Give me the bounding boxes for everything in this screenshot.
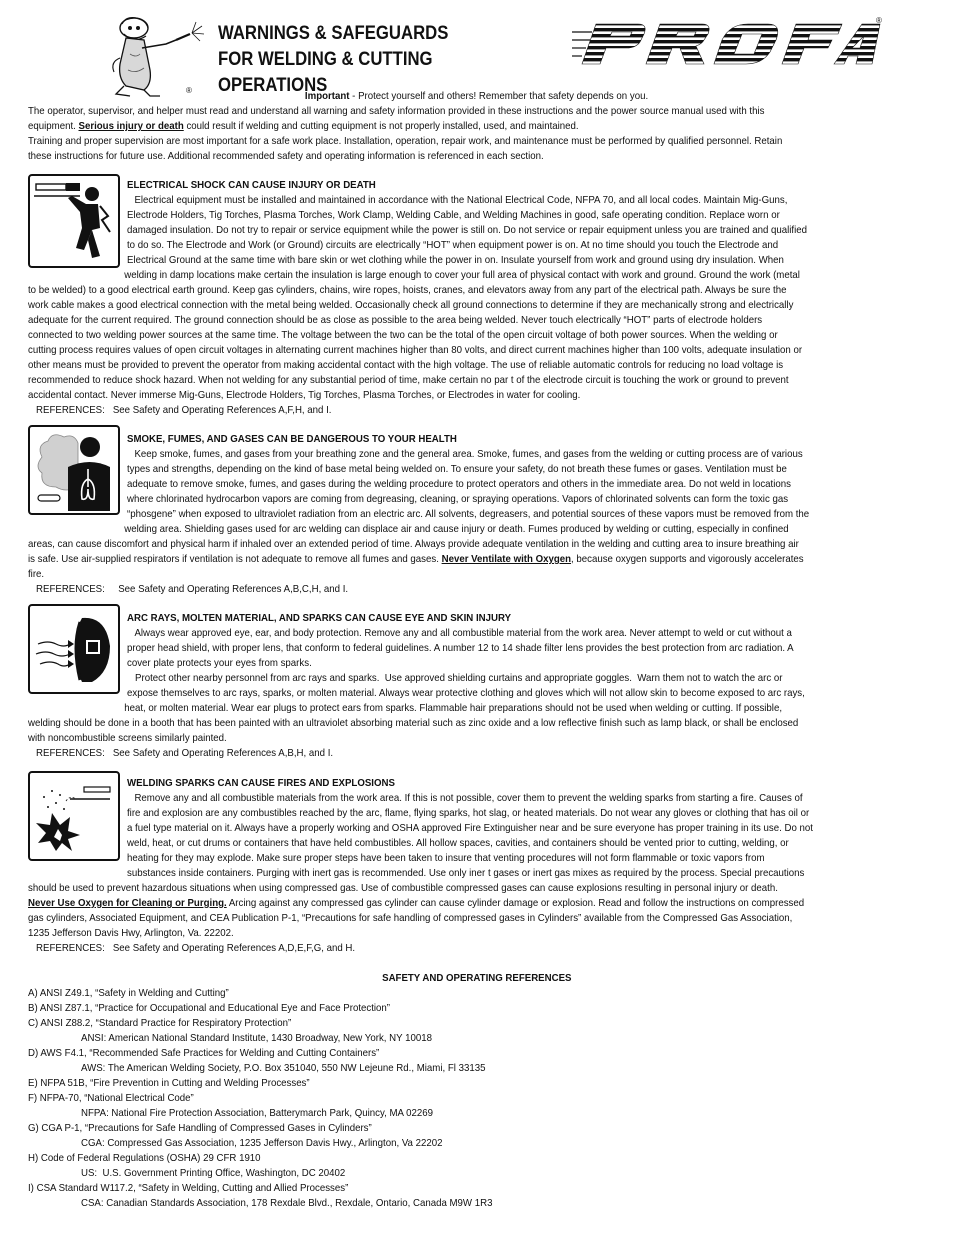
reference-item: E) NFPA 51B, “Fire Prevention in Cutting and Welding Processes” xyxy=(28,1078,310,1089)
electrical-shock-icon xyxy=(28,174,120,268)
body-line: fire and explosion are any combustibles reached by the arc, flame, flying sparks, hot slag, or heated materials. Do not wear any gloves or clothing that has oil or xyxy=(127,808,810,819)
important-text: - Protect yourself and others! Remember that safety depends on you. xyxy=(349,91,649,102)
section-heading-electrical: ELECTRICAL SHOCK CAN CAUSE INJURY OR DEATH xyxy=(127,180,376,191)
body-line: Keep smoke, fumes, and gases from your breathing zone and the general area. Smoke, fumes, and gases from the welding or cutting process are of various xyxy=(134,449,803,460)
mascot-registered-mark: ® xyxy=(186,86,192,95)
body-line: to be welded) to a good electrical earth ground. Keep gas cylinders, chains, wire ropes, hoists, cranes, and elevators away from any part of the electrical path. Always be sure the xyxy=(28,285,787,296)
reference-organization: CSA: Canadian Standards Association, 178 Rexdale Blvd., Rexdale, Ontario, Canada M9W 1R3 xyxy=(81,1198,493,1209)
body-line: Never Use Oxygen for Cleaning or Purging. Arcing against any compressed gas cylinder can cause cylinder damage or explosion. Read and follow the instructions on compressed xyxy=(28,898,805,909)
references-title: SAFETY AND OPERATING REFERENCES xyxy=(382,973,572,984)
logo-registered-mark: ® xyxy=(876,16,882,25)
intro-paragraph xyxy=(28,104,913,164)
body-line: welding area. Shielding gases used for arc welding can displace air and cause injury or death. Fumes produced by welding or cutting, especially in confined xyxy=(124,524,789,535)
body-line: substances inside containers. Purging with inert gas is recommended. Use only iner t gases or inert gas mixes as required by the process. Special precautions xyxy=(127,868,805,879)
reference-organization: ANSI: American National Standard Institute, 1430 Broadway, New York, NY 10018 xyxy=(81,1033,432,1044)
body-line: accidental contact. Never immerse Mig-Guns, Electrode Holders, Tig Torches, Plasma Torches, or Electrodes in water for cooling. xyxy=(28,390,581,401)
serious-injury-emphasis: Serious injury or death xyxy=(78,121,184,132)
section-body-fumes-full xyxy=(28,537,865,597)
body-line: damaged insulation. Do not try to repair or service equipment while the power is still on. Do not service or repair equipment unless you are trained and qualified xyxy=(127,225,808,236)
body-line: should be used to prevent hazardous situations when using compressed gas. Use of combustible compressed gases can cause explosions resulting in personal injury or death. xyxy=(28,883,778,894)
fire-explosion-icon xyxy=(28,771,120,861)
body-line: with noncombustible screens similarly painted. xyxy=(28,733,227,744)
body-line: welding should be done in a booth that has been painted with an ultraviolet absorbing material such as zinc oxide and a low reflective finish such as lamp black, or shall be enclosed xyxy=(28,718,799,729)
body-line: fire. xyxy=(28,569,45,580)
body-line: Electrical Ground at the same time with bare skin or wet clothing while the power in on. Insulate yourself from work and ground using dry insulation. When xyxy=(127,255,784,266)
body-line: 1235 Jefferson Davis Hwy, Arlington, Va. 22202. xyxy=(28,928,234,939)
intro-text: equipment. xyxy=(28,121,79,132)
intro-line: these instructions for future use. Additional recommended safety and operating information is referenced in each section. xyxy=(28,151,544,162)
title-line-1: WARNINGS & SAFEGUARDS xyxy=(218,23,449,44)
section-body-fire-full xyxy=(28,881,865,956)
reference-item: H) Code of Federal Regulations (OSHA) 29 CFR 1910 xyxy=(28,1153,261,1164)
body-line: adequate for the current required. The ground connection should be as close as possible to the area being welded. Never touch electrically “HOT” parts of electrode holders xyxy=(28,315,763,326)
reference-item: I) CSA Standard W117.2, “Safety in Welding, Cutting and Allied Processes” xyxy=(28,1183,349,1194)
body-line: is safe. Use air-supplied respirators if ventilation is not adequate to remove all fumes and gases. Never Ventilate with Oxygen, because oxygen supports and vigorously accelerates xyxy=(28,554,804,565)
body-line: “phosgene” when exposed to ultraviolet radiation from an electric arc. All solvents, degreasers, and potential sources of these vapors must be removed from the xyxy=(127,509,810,520)
body-line: adequate to remove smoke, fumes, and gases during the welding procedure to protect operators and others in the immediate area. Do not weld in locations xyxy=(127,479,791,490)
reference-organization: US: U.S. Government Printing Office, Washington, DC 20402 xyxy=(81,1168,346,1179)
body-line: where chlorinated hydrocarbon vapors are coming from degreasing, cleaning, or spraying operations. Vapors of chlorinated solvents can form the toxic gas xyxy=(127,494,789,505)
body-line: Electrode Holders, Tig Torches, Plasma Torches, Work Clamp, Welding Cable, and Welding Machines in good, safe operating condition. Replace worn or xyxy=(127,210,780,221)
reference-item: C) ANSI Z88.2, “Standard Practice for Respiratory Protection” xyxy=(28,1018,292,1029)
welding-helmet-icon xyxy=(28,604,120,694)
body-line: types and strengths, depending on the kind of base metal being welded on. To ensure your safety, do not breath these fumes or gases. Ventilation must be xyxy=(127,464,787,475)
references-line: REFERENCES: See Safety and Operating References A,D,E,F,G, and H. xyxy=(28,943,356,954)
body-line: recommended to reduce shock hazard. When not welding for any substantial period of time, make certain no par t of the electrode circuit is touching the work or ground to prevent xyxy=(28,375,789,386)
section-heading-arc-rays: ARC RAYS, MOLTEN MATERIAL, AND SPARKS CAN CAUSE EYE AND SKIN INJURY xyxy=(127,613,512,624)
body-line: Always wear approved eye, ear, and body protection. Remove any and all combustible material from the work area. Never attempt to weld or cut without a xyxy=(134,628,792,639)
body-line: a fuel type material on it. Always have a properly working and OSHA approved Fire Extinguisher near and be sure everyone has proper training in its use. Do not xyxy=(127,823,813,834)
body-line: to do so. The Electrode and Work (or Ground) circuits are electrically “HOT” when equipment power is on. At no time should you touch the Electrode and xyxy=(127,240,779,251)
body-line: cutting process requires values of open circuit voltages in alternating current machines higher than 80 volts, and direct current machines higher than 100 volts, adequate insulation or xyxy=(28,345,803,356)
body-line: work cable makes a good electrical connection with the metal being welded. Occasionally check all ground connections to determine if they are mechanically strong and electrically xyxy=(28,300,794,311)
welding-mascot-icon xyxy=(104,14,216,98)
intro-text: could result if welding and cutting equipment is not properly installed, used, and maintained. xyxy=(183,121,579,132)
body-line: welding in damp locations make certain the insulation is large enough to cover your full area of physical contact with work and ground. Ground the work (metal xyxy=(124,270,800,281)
body-line: heating for they may explode. Make sure proper steps have been taken to insure that venting procedures will not form flammable or toxic vapors from xyxy=(127,853,765,864)
section-body-electrical xyxy=(124,193,890,283)
body-line: heat, or molten material. Wear ear plugs to protect ears from sparks. Flammable hair preparations should not be used when welding or cutting. If possible, xyxy=(124,703,783,714)
body-line: expose themselves to arc rays, sparks, or molten material. Always wear protective clothing and gloves which will not allow skin to become exposed to arc rays, xyxy=(127,688,805,699)
body-line: weld, heat, or cut drums or containers that have held combustibles. All hollow spaces, cavities, and containers should be vented prior to cutting, welding, or xyxy=(127,838,789,849)
references-line: REFERENCES: See Safety and Operating References A,F,H, and I. xyxy=(28,405,332,416)
section-body-arc-rays xyxy=(124,626,890,716)
references-line: REFERENCES: See Safety and Operating References A,B,C,H, and I. xyxy=(28,584,349,595)
reference-item: G) CGA P-1, “Precautions for Safe Handling of Compressed Gases in Cylinders” xyxy=(28,1123,372,1134)
title-line-2: FOR WELDING & CUTTING OPERATIONS xyxy=(218,49,433,96)
section-body-fire xyxy=(127,791,890,881)
section-heading-fumes: SMOKE, FUMES, AND GASES CAN BE DANGEROUS TO YOUR HEALTH xyxy=(127,434,457,445)
body-line: proper head shield, with proper lens, that conform to federal guidelines. A number 12 to 14 shade filter lens provides the best protection from arc radiation. A xyxy=(127,643,794,654)
references-line: REFERENCES: See Safety and Operating References A,B,H, and I. xyxy=(28,748,334,759)
section-body-electrical-full xyxy=(28,283,865,418)
body-line: other means must be provided to prevent the operator from making accidental contact with the high voltage. The use of reliable automatic controls for reducing no load voltage is xyxy=(28,360,784,371)
never-use-oxygen-emphasis: Never Use Oxygen for Cleaning or Purging. xyxy=(28,898,227,909)
body-line: cover plate protects your eyes from sparks. xyxy=(127,658,312,669)
reference-item: B) ANSI Z87.1, “Practice for Occupational and Educational Eye and Face Protection” xyxy=(28,1003,391,1014)
profax-logo xyxy=(572,16,888,72)
reference-organization: AWS: The American Welding Society, P.O. Box 351040, 550 NW Lejeune Rd., Miami, Fl 33135 xyxy=(81,1063,486,1074)
body-line: Electrical equipment must be installed and maintained in accordance with the National Electrical Code, NFPA 70, and all local codes. Maintain Mig-Guns, xyxy=(134,195,788,206)
fumes-hazard-icon xyxy=(28,425,120,515)
body-line: Protect other nearby personnel from arc rays and sparks. Use approved shielding curtains and appropriate goggles. Warn them not to watch the arc or xyxy=(127,673,783,684)
body-line: gas cylinders, Associated Equipment, and CEA Publication P-1, “Precautions for safe handling of compressed gases in Cylinders” available from the Compressed Gas Association, xyxy=(28,913,793,924)
intro-line: Training and proper supervision are most important for a safe work place. Installation, operation, repair work, and maintenance must be performed by qualified personnel. Retain xyxy=(28,136,783,147)
section-heading-fire: WELDING SPARKS CAN CAUSE FIRES AND EXPLOSIONS xyxy=(127,778,395,789)
reference-item: A) ANSI Z49.1, “Safety in Welding and Cutting” xyxy=(28,988,229,999)
section-body-arc-rays-full xyxy=(28,716,865,761)
reference-item: F) NFPA-70, “National Electrical Code” xyxy=(28,1093,194,1104)
body-line: connected to two welding power sources at the same time. The voltage between the two can be the total of the open circuit voltage of both power sources. When the welding or xyxy=(28,330,778,341)
important-label: Important xyxy=(305,91,350,102)
section-body-fumes xyxy=(124,447,890,537)
intro-line: The operator, supervisor, and helper must read and understand all warning and safety information provided in these instructions and the power source manual used with this xyxy=(28,106,765,117)
document-title xyxy=(218,21,535,99)
reference-item: D) AWS F4.1, “Recommended Safe Practices for Welding and Cutting Containers” xyxy=(28,1048,380,1059)
references-list xyxy=(28,986,913,1211)
reference-organization: CGA: Compressed Gas Association, 1235 Jefferson Davis Hwy., Arlington, Va 22202 xyxy=(81,1138,443,1149)
intro-line xyxy=(28,119,913,134)
body-line: Remove any and all combustible materials from the work area. If this is not possible, cover them to prevent the welding sparks from starting a fire. Causes of xyxy=(134,793,803,804)
reference-organization: NFPA: National Fire Protection Association, Batterymarch Park, Quincy, MA 02269 xyxy=(81,1108,433,1119)
important-notice xyxy=(0,89,954,104)
never-ventilate-emphasis: Never Ventilate with Oxygen xyxy=(441,554,572,565)
body-line: areas, can cause discomfort and physical harm if inhaled over an extended period of time. Always provide adequate ventilation in the welding and cutting area to insure breathing air xyxy=(28,539,799,550)
